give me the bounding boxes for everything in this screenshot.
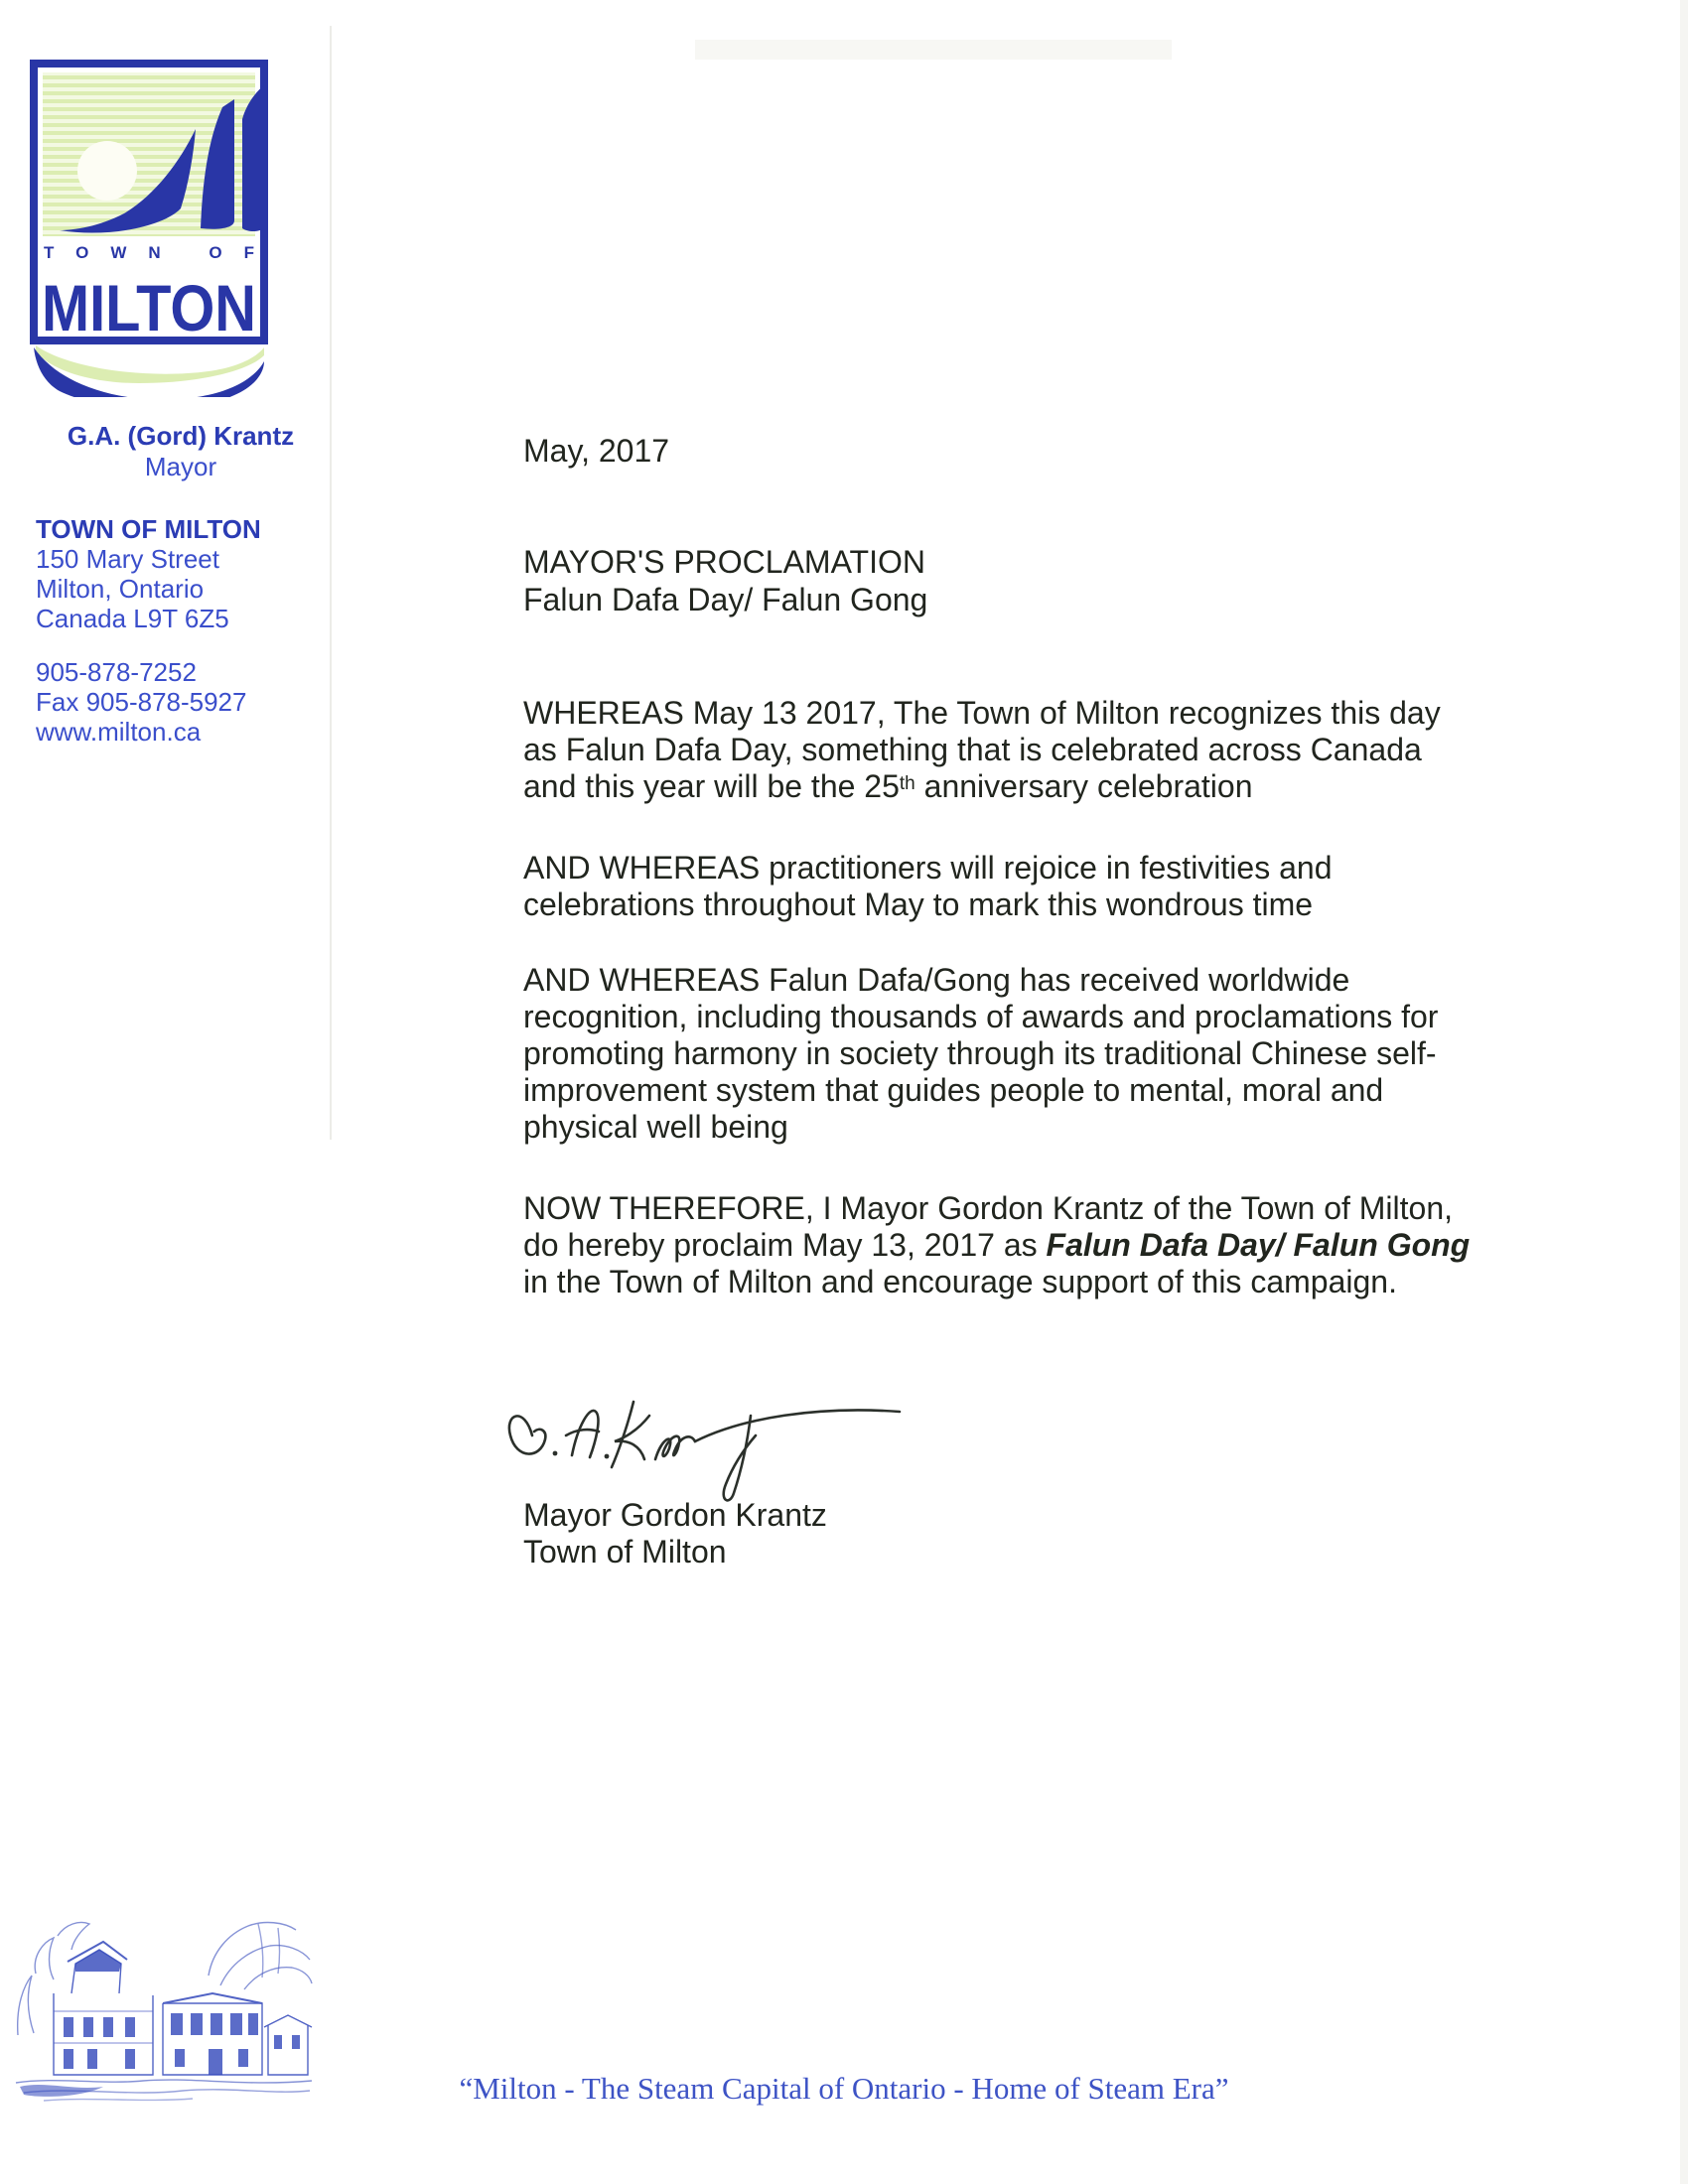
scan-artifact-band <box>695 40 1172 60</box>
text-line: AND WHEREAS Falun Dafa/Gong has received worldwide <box>523 962 1350 998</box>
letterhead-address-block <box>36 514 334 633</box>
signature-block <box>523 1497 827 1570</box>
text-line: in the Town of Milton and encourage support of this campaign. <box>523 1264 1397 1299</box>
text-line: celebrations throughout May to mark this wondrous time <box>523 887 1314 922</box>
letterhead-address-line: Milton, Ontario <box>36 574 205 604</box>
signatory-org: Town of Milton <box>523 1534 727 1570</box>
letterhead-contact-block <box>36 657 334 747</box>
logo-sun <box>77 141 137 201</box>
text-segment: anniversary celebration <box>914 768 1253 804</box>
letterhead-mayor-title: Mayor <box>144 452 217 481</box>
paragraph-whereas-2 <box>523 850 1526 923</box>
logo-milton-text: MILTON <box>42 271 256 344</box>
letterhead-fax: Fax 905-878-5927 <box>36 687 247 717</box>
text-line: physical well being <box>523 1109 788 1145</box>
logo-town-of-text: TOWN OF <box>44 243 254 262</box>
text-segment: and this year will be the 25 <box>523 768 900 804</box>
letterhead-org: TOWN OF MILTON <box>36 514 261 544</box>
letter-subtitle: Falun Dafa Day/ Falun Gong <box>523 582 928 617</box>
letterhead-website[interactable]: www.milton.ca <box>36 717 202 747</box>
paragraph-whereas-3 <box>523 962 1526 1146</box>
town-of-milton-logo <box>30 60 268 397</box>
paragraph-now-therefore <box>523 1190 1526 1300</box>
text-line: recognition, including thousands of awards and proclamations for <box>523 999 1439 1034</box>
letterhead-mayor-block <box>32 421 330 482</box>
letter-date: May, 2017 <box>523 433 670 469</box>
superscript-th: th <box>899 773 915 794</box>
proclamation-emphasis: Falun Dafa Day/ Falun Gong <box>1046 1227 1471 1263</box>
letterhead-address-line: 150 Mary Street <box>36 544 219 574</box>
footer-motto: “Milton - The Steam Capital of Ontario - Home of Steam Era” <box>459 2071 1229 2106</box>
scan-artifact-band <box>1680 0 1688 2184</box>
text-segment: do hereby proclaim May 13, 2017 as <box>523 1227 1047 1263</box>
text-line <box>523 768 1526 805</box>
text-line <box>523 1227 1526 1264</box>
text-line: WHEREAS May 13 2017, The Town of Milton recognizes this day <box>523 695 1441 731</box>
text-line: NOW THEREFORE, I Mayor Gordon Krantz of the Town of Milton, <box>523 1190 1454 1226</box>
paragraph-whereas-1 <box>523 695 1526 805</box>
text-line: promoting harmony in society through its traditional Chinese self- <box>523 1035 1437 1071</box>
letter-title-block <box>523 543 927 618</box>
letterhead-address-line: Canada L9T 6Z5 <box>36 604 229 633</box>
logo-swoosh-green <box>36 345 264 383</box>
text-line: AND WHEREAS practitioners will rejoice in festivities and <box>523 850 1333 886</box>
text-line: as Falun Dafa Day, something that is celebrated across Canada <box>523 732 1422 767</box>
letterhead-phone: 905-878-7252 <box>36 657 197 687</box>
signatory-name: Mayor Gordon Krantz <box>523 1497 827 1533</box>
letter-title: MAYOR'S PROCLAMATION <box>523 544 925 580</box>
text-line: improvement system that guides people to mental, moral and <box>523 1072 1384 1108</box>
letterhead-mayor-name: G.A. (Gord) Krantz <box>67 421 295 451</box>
